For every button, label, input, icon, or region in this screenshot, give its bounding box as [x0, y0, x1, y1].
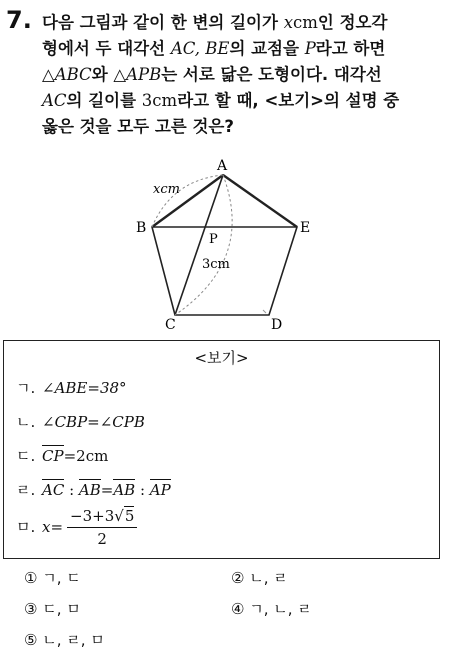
vertex-label-a: A — [217, 158, 228, 174]
question-line-5 — [42, 114, 457, 140]
golden-ratio-fraction — [67, 507, 137, 548]
text-segment: 라고 할 때, <보기>의 설명 중 — [177, 91, 400, 110]
bogi-item-1 — [16, 377, 127, 398]
bogi-marker: ㅁ. — [16, 518, 36, 536]
numerator-prefix: −3+3 — [70, 507, 115, 525]
text-segment: 라고 하면 — [315, 39, 386, 58]
math-segment: x — [283, 13, 293, 32]
pentagon-figure — [120, 150, 330, 330]
text-segment: 의 교점을 — [229, 39, 305, 58]
choice-number: ⑤ — [24, 631, 38, 649]
bogi-expression-ratio: AC : AB=AB : AP — [42, 481, 171, 499]
bogi-item-2 — [16, 411, 145, 432]
unit-segment: cm — [293, 13, 318, 32]
diagonal-length-label: 3cm — [202, 257, 230, 272]
bogi-title: <보기> — [194, 349, 249, 367]
right-angle-mark — [263, 310, 266, 313]
text-segment: 형에서 두 대각선 — [42, 39, 171, 58]
question-text — [42, 10, 457, 140]
question-line-1 — [42, 10, 457, 36]
question-line-3 — [42, 62, 457, 88]
vertex-label-e: E — [300, 220, 311, 236]
choice-number: ① — [24, 569, 38, 587]
fraction-denominator: 2 — [97, 530, 107, 548]
choice-text: ㄱ, ㄴ, ㄹ — [249, 600, 312, 618]
overline-ac: AC — [42, 481, 65, 499]
sqrt-icon: √ — [114, 507, 124, 525]
text-segment: 의 길이를 — [66, 91, 142, 110]
text-segment: 다음 그림과 같이 한 변의 길이가 — [42, 13, 284, 32]
bogi-marker: ㄴ. — [16, 413, 36, 431]
bogi-marker: ㄹ. — [16, 481, 36, 499]
bogi-item-5 — [16, 507, 137, 548]
question-line-2 — [42, 36, 457, 62]
fraction-numerator — [67, 507, 137, 528]
question-number: 7. — [6, 6, 32, 34]
unit-segment: 3cm — [141, 91, 178, 110]
bogi-marker: ㄱ. — [16, 379, 36, 397]
text-segment: △ — [42, 65, 55, 84]
bogi-expression: ∠ABE=38° — [42, 379, 127, 397]
choice-number: ② — [231, 569, 245, 587]
side-length-label: xcm — [153, 182, 180, 197]
math-segment: APB — [126, 65, 162, 84]
bogi-item-3 — [16, 445, 108, 466]
text-segment: 는 서로 닮은 도형이다. 대각선 — [161, 65, 382, 84]
bogi-marker: ㄷ. — [16, 447, 36, 465]
vertex-label-b: B — [136, 220, 147, 236]
bogi-expression: ∠CBP=∠CPB — [42, 413, 145, 431]
choice-text: ㄴ, ㄹ — [249, 569, 288, 587]
math-segment: AC, BE — [170, 39, 230, 58]
bogi-box — [3, 340, 440, 559]
choice-text: ㄱ, ㄷ — [42, 569, 81, 587]
segment-ae — [223, 175, 297, 227]
overline-ap: AP — [149, 481, 171, 499]
math-segment: ABC — [54, 65, 92, 84]
choice-number: ④ — [231, 600, 245, 618]
diagonal-arc — [175, 175, 232, 315]
choice-1[interactable] — [24, 567, 81, 588]
choice-number: ③ — [24, 600, 38, 618]
vertex-label-p: P — [209, 232, 218, 247]
radicand: 5 — [124, 507, 135, 525]
overline-ab: AB — [113, 481, 136, 499]
bogi-item-4 — [16, 479, 171, 500]
vertex-label-c: C — [165, 317, 176, 330]
choice-4[interactable] — [231, 598, 312, 619]
choice-5[interactable] — [24, 629, 105, 650]
choice-text: ㄴ, ㄹ, ㅁ — [42, 631, 105, 649]
question-line-4 — [42, 88, 457, 114]
choice-text: ㄷ, ㅁ — [42, 600, 81, 618]
bogi-expression-cp: CP=2cm — [42, 447, 109, 465]
overline-ab: AB — [78, 481, 101, 499]
choice-3[interactable] — [24, 598, 81, 619]
math-segment: AC — [42, 91, 67, 110]
math-segment: P — [304, 39, 316, 58]
vertex-label-d: D — [271, 317, 283, 330]
text-segment: 옳은 것을 모두 고른 것은? — [42, 117, 234, 136]
overline-cp: CP — [42, 447, 64, 465]
text-segment: 인 정오각 — [317, 13, 388, 32]
bogi-expression-lhs: x= — [42, 518, 64, 536]
text-segment: 와 △ — [91, 65, 127, 84]
choice-2[interactable] — [231, 567, 288, 588]
